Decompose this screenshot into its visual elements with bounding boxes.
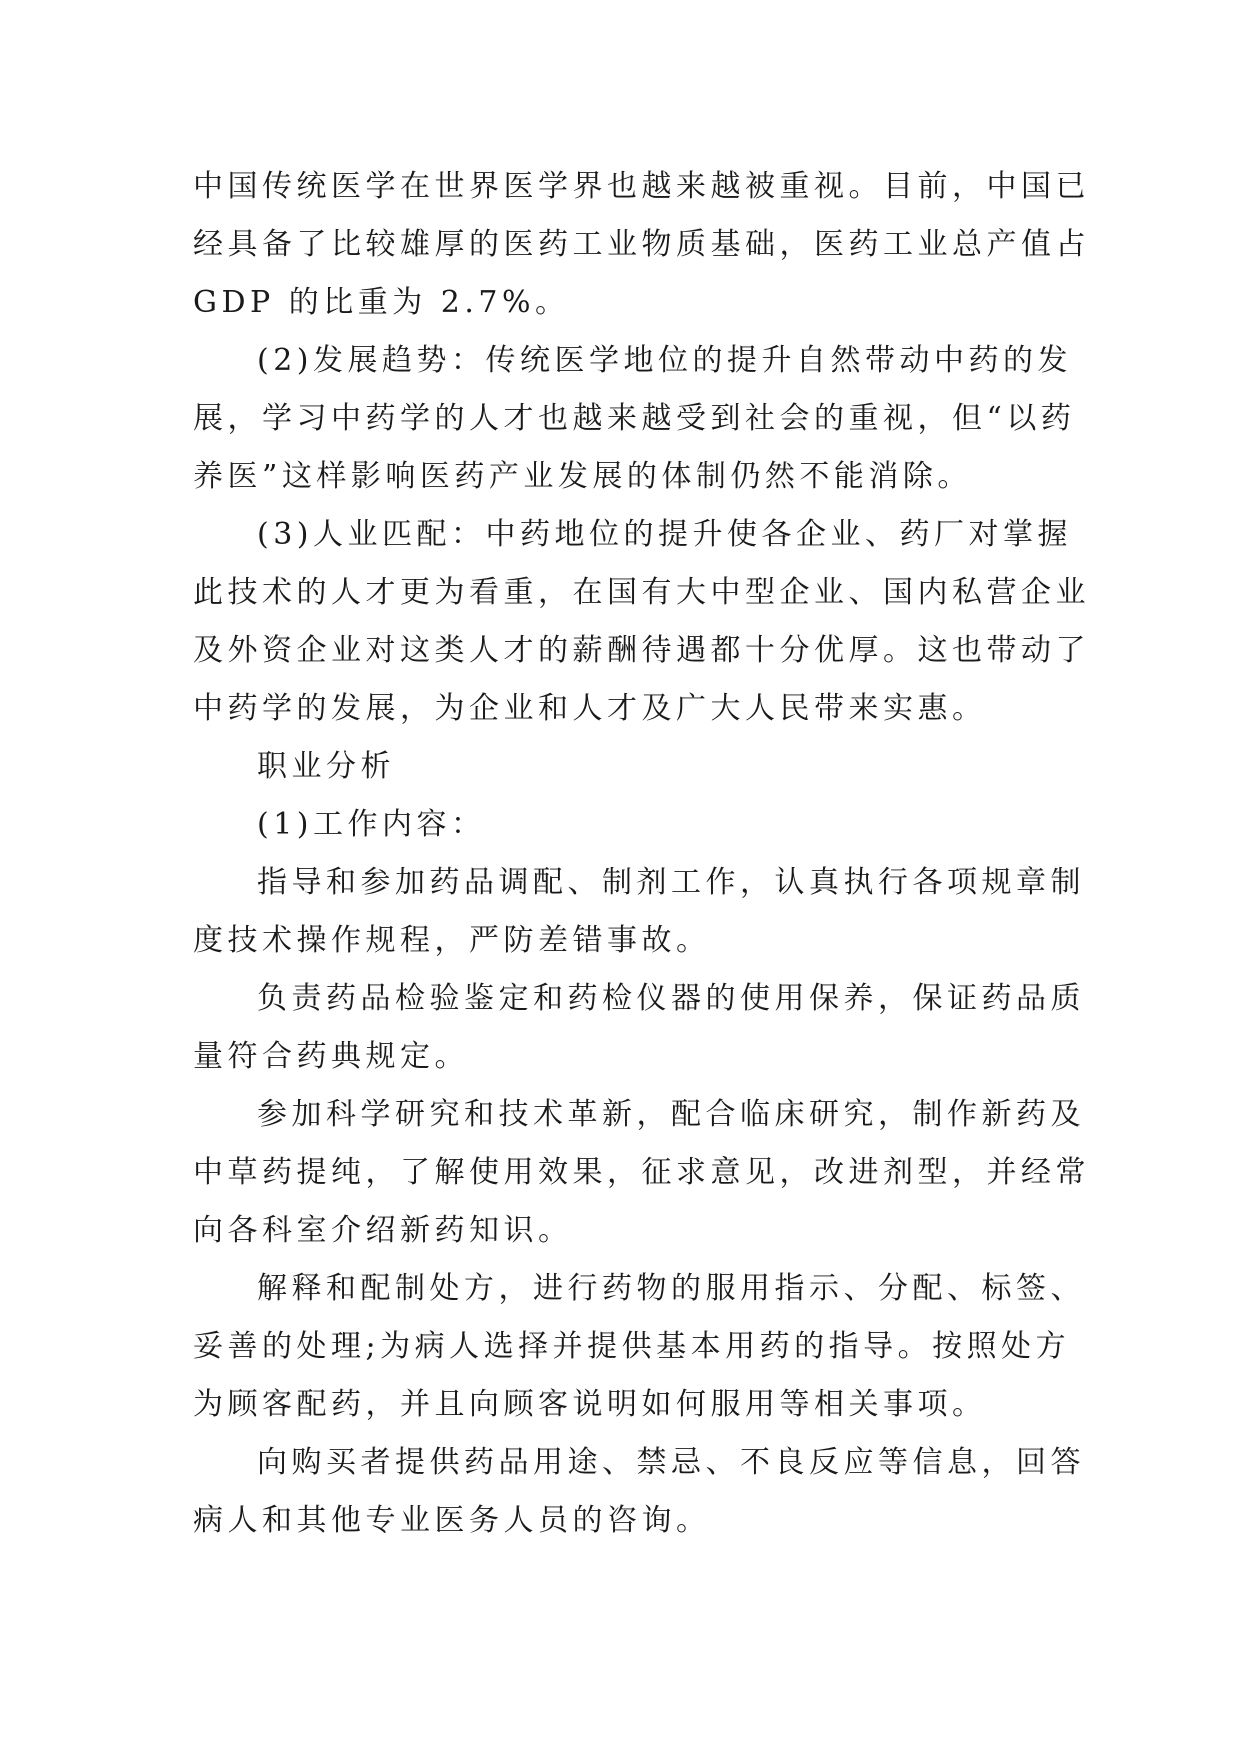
text-line: (3)人业匹配：中药地位的提升使各企业、药厂对掌握 [257, 517, 1072, 552]
paragraph-inspection-duty [193, 970, 1085, 1086]
text-line: GDP 的比重为 2.7%。 [193, 285, 570, 320]
text-line: 及外资企业对这类人才的薪酬待遇都十分优厚。这也带动了 [193, 633, 1090, 668]
paragraph-prescription-duty [193, 1260, 1085, 1434]
paragraph-person-job-match [193, 506, 1090, 738]
text-line: 向购买者提供药品用途、禁忌、不良反应等信息，回答 [257, 1445, 1085, 1480]
document-body [193, 158, 1090, 1550]
subheading-work-content [193, 796, 1063, 854]
text-line: 为顾客配药，并且向顾客说明如何服用等相关事项。 [193, 1387, 987, 1422]
text-line: (2)发展趋势：传统医学地位的提升自然带动中药的发 [257, 343, 1072, 378]
text-line: 向各科室介绍新药知识。 [193, 1213, 573, 1248]
text-line: 妥善的处理;为病人选择并提供基本用药的指导。按照处方 [193, 1329, 1071, 1364]
text-line: 此技术的人才更为看重，在国有大中型企业、国内私营企业 [193, 575, 1090, 610]
paragraph-tcm-status [193, 158, 1090, 332]
paragraph-consultation-duty [193, 1434, 1085, 1550]
text-line: 中草药提纯，了解使用效果，征求意见，改进剂型，并经常 [193, 1155, 1090, 1190]
paragraph-development-trend [193, 332, 1076, 506]
text-line: 量符合药典规定。 [193, 1039, 469, 1074]
paragraph-research-duty [193, 1086, 1090, 1260]
text-line: 参加科学研究和技术革新，配合临床研究，制作新药及 [257, 1097, 1085, 1132]
text-line: 养医”这样影响医药产业发展的体制仍然不能消除。 [193, 459, 972, 494]
text-line: 中药学的发展，为企业和人才及广大人民带来实惠。 [193, 691, 987, 726]
text-line: 病人和其他专业医务人员的咨询。 [193, 1503, 711, 1538]
paragraph-dispensing-duty [193, 854, 1085, 970]
text-line: 中国传统医学在世界医学界也越来越被重视。目前，中国已 [193, 169, 1090, 204]
text-line: 负责药品检验鉴定和药检仪器的使用保养，保证药品质 [257, 981, 1085, 1016]
text-line: 指导和参加药品调配、制剂工作，认真执行各项规章制 [257, 865, 1085, 900]
text-line: 展，学习中药学的人才也越来越受到社会的重视，但“以药 [193, 401, 1076, 436]
section-heading-career-analysis [193, 738, 1063, 796]
text-line: 经具备了比较雄厚的医药工业物质基础，医药工业总产值占 [193, 227, 1090, 262]
text-line: (1)工作内容： [257, 807, 486, 842]
text-line: 职业分析 [257, 749, 395, 784]
text-line: 度技术操作规程，严防差错事故。 [193, 923, 711, 958]
text-line: 解释和配制处方，进行药物的服用指示、分配、标签、 [257, 1271, 1085, 1306]
